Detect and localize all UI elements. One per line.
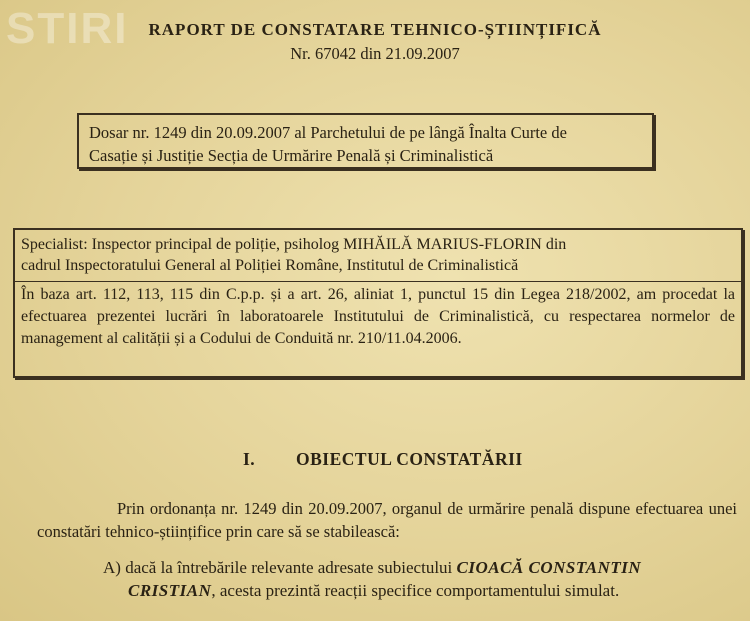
legal-basis-text: În baza art. 112, 113, 115 din C.p.p. și a art. 26, aliniat 1, punctul 15 din Legea 218/2002, am procedat la efectuarea prezentei lucrări în laboratoarele Institutului de Criminalistică, cu respectarea normelor de management al calității și a Codului de Conduită nr. 210/11.04.2006.: [21, 286, 735, 347]
specialist-line-1: Specialist: Inspector principal de poliție, psiholog MIHĂILĂ MARIUS-FLORIN din: [21, 236, 567, 253]
watermark: STIRI: [6, 4, 129, 53]
dossier-line-1: Dosar nr. 1249 din 20.09.2007 al Parchetului de pe lângă Înalta Curte de: [89, 123, 567, 142]
dossier-box: [77, 113, 654, 169]
specialist-info: [15, 230, 741, 282]
item-a-prefix: A) dacă la întrebările relevante adresate subiectului: [103, 558, 457, 577]
subject-name-part-2: CRISTIAN: [128, 581, 212, 600]
report-number: Nr. 67042 din 21.09.2007: [290, 44, 460, 63]
subject-name-part-1: CIOACĂ CONSTANTIN: [456, 558, 642, 577]
section-title: OBIECTUL CONSTATĂRII: [296, 449, 523, 469]
report-title: RAPORT DE CONSTATARE TEHNICO-ȘTIINȚIFICĂ: [148, 20, 602, 39]
item-a-suffix: , acesta prezintă reacții specifice comportamentului simulat.: [211, 581, 620, 600]
order-paragraph: Prin ordonanța nr. 1249 din 20.09.2007, organul de urmărire penală dispune efectuarea unei constatări tehnico-științifice prin care să se stabilească:: [37, 499, 737, 541]
section-number: I.: [243, 449, 256, 469]
specialist-line-2: cadrul Inspectoratului General al Poliției Române, Institutul de Criminalistică: [21, 257, 519, 274]
item-a: [103, 556, 743, 602]
dossier-line-2: Casație și Justiție Secția de Urmărire Penală și Criminalistică: [89, 146, 494, 165]
specialist-box: [13, 228, 743, 378]
